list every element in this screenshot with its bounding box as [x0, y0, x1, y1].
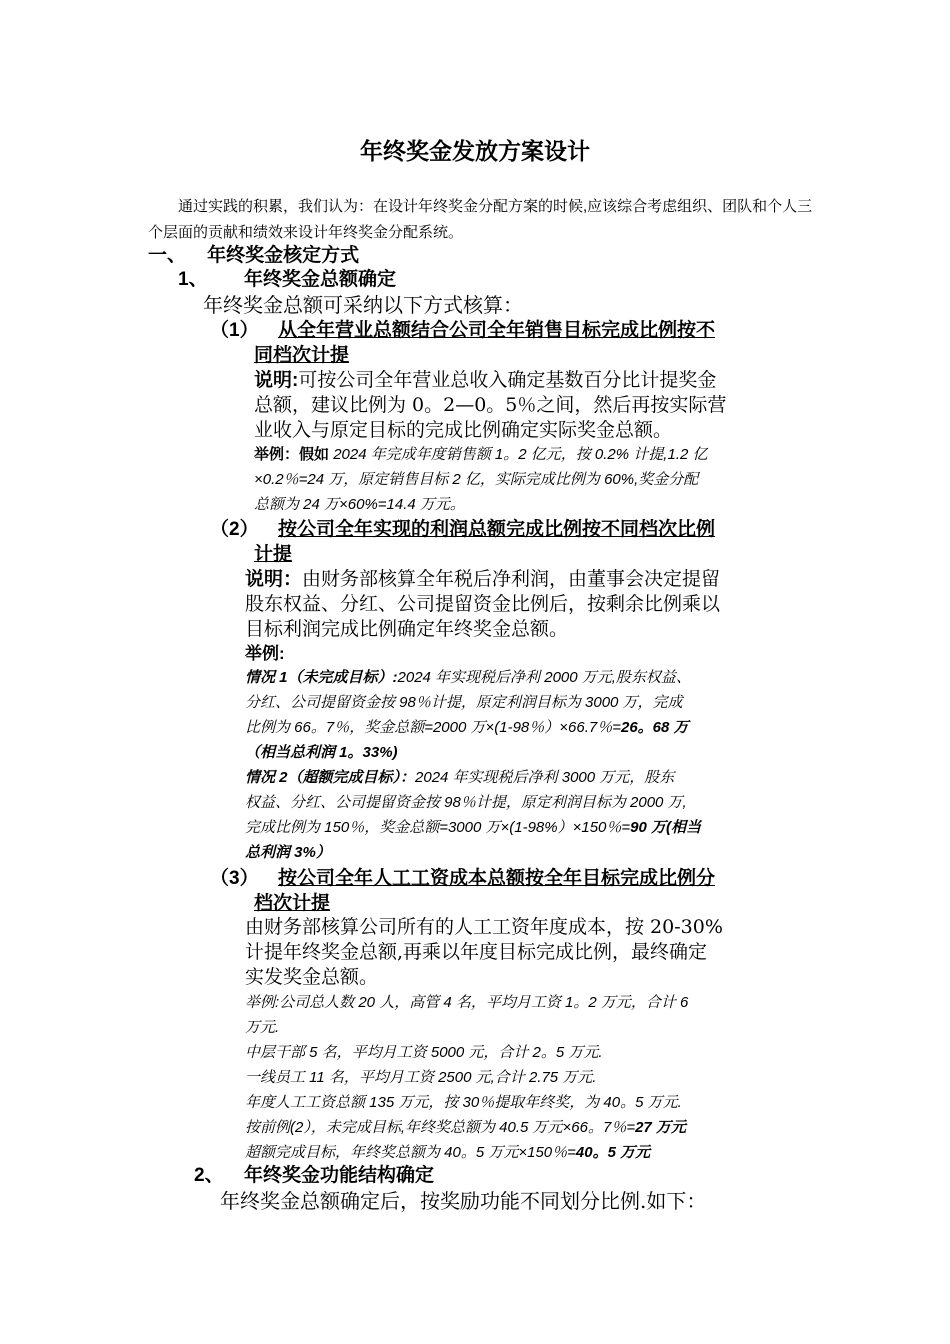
example-line: 万元.: [245, 1019, 280, 1036]
case-result: 90 万(相当: [630, 819, 702, 836]
note-line: 目标利润完成比例确定年终奖金总额。: [245, 618, 569, 640]
example-line: 一线员工 11 名，平均月工资 2500 元,合计 2.75 万元.: [245, 1069, 597, 1086]
body-line: 计提年终奖金总额,再乘以年度目标完成比例，最终确定: [245, 941, 708, 963]
method-2-example-label: 举例:: [245, 644, 285, 663]
method-3-example: [245, 990, 815, 1165]
case-line: 权益、分红、公司提留资金按 98％计提，原定利润目标为 2000 万,: [245, 794, 687, 811]
example-line: 中层干部 5 名，平均月工资 5000 元，合计 2。5 万元.: [245, 1044, 603, 1061]
note-line: 由财务部核算全年税后净利润，由董事会决定提留: [302, 568, 721, 590]
case-label: 情况 2（超额完成目标）：: [245, 769, 416, 786]
note-label: 说明:: [254, 370, 299, 391]
note-line: 股东权益、分红、公司提留资金比例后，按剩余比例乘以: [245, 593, 721, 615]
method-title-line-2: 同档次计提: [254, 345, 350, 366]
section-number: 一、: [148, 245, 187, 266]
example-label: 假如: [299, 446, 330, 463]
example-label: 举例：: [254, 446, 300, 463]
subsection-heading-2: [194, 1164, 434, 1188]
body-line: 由财务部核算公司所有的人工工资年度成本，按 20-30%: [245, 916, 723, 938]
subsection-title: 年终奖金总额确定: [244, 269, 397, 290]
case-label: 情况 1（未完成目标）:: [245, 669, 398, 686]
method-2-case-2: [245, 765, 820, 865]
case-result: （相当总利润 1。33%): [245, 744, 398, 761]
method-3-heading: [210, 866, 810, 916]
subsection-lead: 年终奖金总额可采纳以下方式核算：: [203, 293, 523, 317]
section-heading-1: [148, 244, 359, 268]
method-number: （1）: [210, 320, 259, 341]
note-line: 业收入与原定目标的完成比例确定实际奖金总额。: [254, 419, 673, 441]
note-label: 说明：: [245, 569, 303, 590]
case-line: 2024 年实现税后净利 2000 万元,股东权益、: [397, 669, 691, 686]
method-1-note: [254, 368, 814, 443]
subsection-number: 1、: [178, 269, 208, 290]
case-line: 分红、公司提留资金按 98％计提，原定利润目标为 3000 万，完成: [245, 694, 683, 711]
case-line: 2024 年实现税后净利 3000 万元，股东: [415, 769, 675, 786]
subsection-lead: 年终奖金总额确定后，按奖励功能不同划分比例.如下：: [220, 1189, 707, 1213]
body-line: 实发奖金总额。: [245, 966, 379, 988]
example-line: 2024 年完成年度销售额 1。2 亿元，按 0.2% 计提,1.2 亿: [329, 446, 708, 463]
method-title-line-2: 计提: [254, 544, 293, 565]
note-line: 总额，建议比例为 0。2—0。5％之间，然后再按实际营: [254, 394, 727, 416]
case-result: 26。68 万: [620, 719, 689, 736]
method-2-case-1: [245, 665, 815, 765]
subsection-title: 年终奖金功能结构确定: [244, 1165, 435, 1186]
case-result: 总利润 3%）: [245, 844, 331, 861]
subsection-heading-1: [178, 268, 396, 292]
example-line: 举例:公司总人数 20 人，高管 4 名，平均月工资 1。2 万元，合计 6: [245, 994, 689, 1011]
example-line: ×0.2％=24 万，原定销售目标 2 亿，实际完成比例为 60%,奖金分配: [254, 471, 699, 488]
method-title-line-2: 档次计提: [254, 893, 331, 914]
subsection-number: 2、: [194, 1165, 224, 1186]
method-number: （3）: [210, 868, 259, 889]
method-title-line-1: 按公司全年实现的利润总额完成比例按不同档次比例: [278, 519, 716, 540]
method-1-heading: [210, 318, 810, 368]
note-line: 可按公司全年营业总收入确定基数百分比计提奖金: [298, 369, 717, 391]
method-1-example: [254, 442, 814, 517]
case-line: 完成比例为 150％，奖金总额=3000 万×(1-98%）×150％=: [245, 819, 631, 836]
method-number: （2）: [210, 519, 259, 540]
method-title-line-1: 从全年营业总额结合公司全年销售目标完成比例按不: [278, 320, 716, 341]
example-line: 年度人工工资总额 135 万元，按 30％提取年终奖，为 40。5 万元.: [245, 1094, 682, 1111]
method-2-note: [245, 567, 815, 642]
method-title-line-1: 按公司全年人工工资成本总额按全年目标完成比例分: [278, 868, 716, 889]
section-title: 年终奖金核定方式: [207, 245, 360, 266]
method-3-body: [245, 915, 815, 990]
example-line: 按前例(2），未完成目标,年终奖总额为 40.5 万元×66。7％=: [245, 1119, 636, 1136]
case-line: 比例为 66。7％，奖金总额=2000 万×(1-98％）×66.7％=: [245, 719, 621, 736]
intro-paragraph: 通过实践的积累，我们认为：在设计年终奖金分配方案的时候,应该综合考虑组织、团队和个人三个层面的贡献和绩效来设计年终奖金分配系统。: [148, 198, 813, 241]
method-2-heading: [210, 517, 810, 567]
example-line: 总额为 24 万×60%=14.4 万元。: [254, 496, 465, 513]
document-title: 年终奖金发放方案设计: [360, 138, 590, 164]
example-result: 27 万元: [635, 1119, 686, 1136]
example-result: 40。5 万元: [575, 1144, 651, 1161]
example-line: 超额完成目标，年终奖总额为 40。5 万元×150％=: [245, 1144, 576, 1161]
